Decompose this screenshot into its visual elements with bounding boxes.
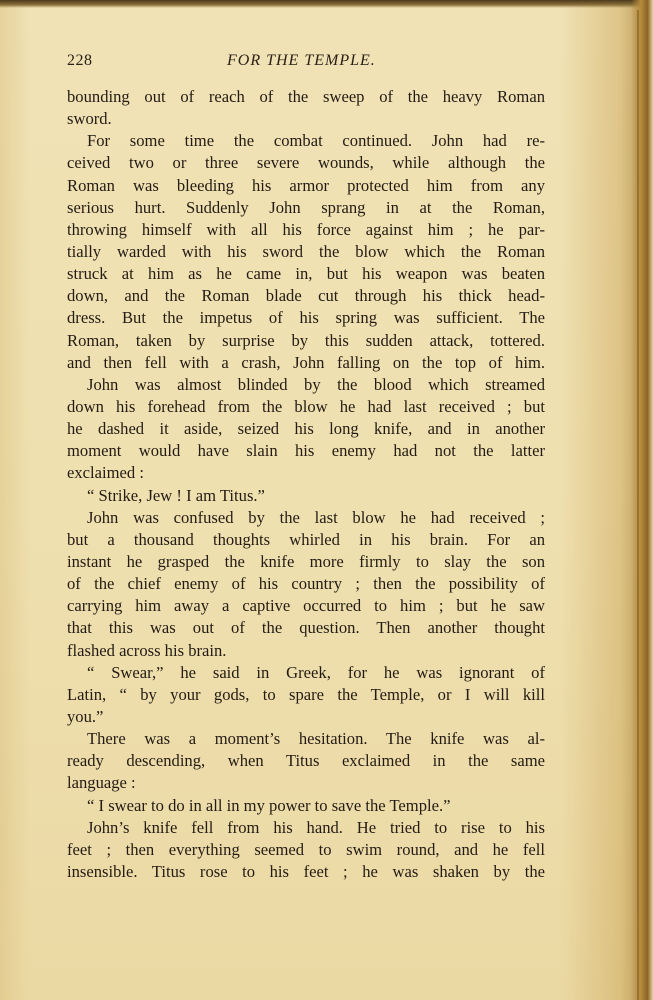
text-line: of the chief enemy of his country ; then the possibility of bbox=[67, 574, 545, 594]
page-edge-line bbox=[637, 10, 639, 1000]
text-line: Roman, taken by surprise by this sudden attack, tottered. bbox=[67, 330, 545, 350]
text-line: For some time the combat continued. John had re- bbox=[87, 131, 545, 151]
text-line: “ I swear to do in all in my power to save the Temple.” bbox=[87, 795, 451, 815]
text-line: John was confused by the last blow he had received ; bbox=[87, 507, 545, 527]
text-line: and then fell with a crash, John falling on the top of him. bbox=[67, 352, 545, 372]
page-binding-edge bbox=[631, 0, 653, 1000]
text-line: moment would have slain his enemy had not the latter bbox=[67, 441, 545, 461]
text-line: he dashed it aside, seized his long knife, and in another bbox=[67, 419, 545, 439]
text-line: serious hurt. Suddenly John sprang in at the Roman, bbox=[67, 197, 545, 217]
text-line: John’s knife fell from his hand. He tried to rise to his bbox=[87, 817, 545, 837]
text-line: sword. bbox=[67, 109, 112, 129]
text-line: feet ; then everything seemed to swim round, and he fell bbox=[67, 839, 545, 859]
text-line: but a thousand thoughts whirled in his brain. For an bbox=[67, 529, 545, 549]
text-line: down, and the Roman blade cut through his thick head- bbox=[67, 286, 545, 306]
text-line: “ Swear,” he said in Greek, for he was ignorant of bbox=[87, 662, 545, 682]
text-line: that this was out of the question. Then another thought bbox=[67, 618, 545, 638]
text-line: “ Strike, Jew ! I am Titus.” bbox=[87, 485, 265, 505]
text-line: Roman was bleeding his armor protected him from any bbox=[67, 175, 545, 195]
text-line: tially warded with his sword the blow which the Roman bbox=[67, 241, 545, 261]
text-line: There was a moment’s hesitation. The knife was al- bbox=[87, 729, 545, 749]
text-line: bounding out of reach of the sweep of the heavy Roman bbox=[67, 87, 545, 106]
text-line: dress. But the impetus of his spring was sufficient. The bbox=[67, 308, 545, 328]
text-line: instant he grasped the knife more firmly to slay the son bbox=[67, 551, 545, 571]
text-line: throwing himself with all his force against him ; he par- bbox=[67, 219, 545, 239]
text-line: flashed across his brain. bbox=[67, 640, 227, 660]
text-line: Latin, “ by your gods, to spare the Temple, or I will kill bbox=[67, 684, 545, 704]
text-line: ready descending, when Titus exclaimed in the same bbox=[67, 751, 545, 771]
text-line: down his forehead from the blow he had last received ; but bbox=[67, 396, 545, 416]
text-line: language : bbox=[67, 773, 136, 793]
running-head bbox=[67, 52, 545, 76]
text-line: John was almost blinded by the blood which streamed bbox=[87, 374, 545, 394]
running-title: FOR THE TEMPLE. bbox=[227, 52, 376, 69]
body-text bbox=[67, 86, 545, 883]
text-line: exclaimed : bbox=[67, 463, 144, 483]
text-line: insensible. Titus rose to his feet ; he was shaken by the bbox=[67, 861, 545, 881]
text-line: struck at him as he came in, but his weapon was beaten bbox=[67, 264, 545, 284]
text-line: ceived two or three severe wounds, while although the bbox=[67, 153, 545, 173]
page-top-edge bbox=[0, 0, 653, 8]
text-line: you.” bbox=[67, 706, 104, 726]
text-line: carrying him away a captive occurred to him ; but he saw bbox=[67, 596, 545, 616]
page-number: 228 bbox=[67, 52, 93, 69]
